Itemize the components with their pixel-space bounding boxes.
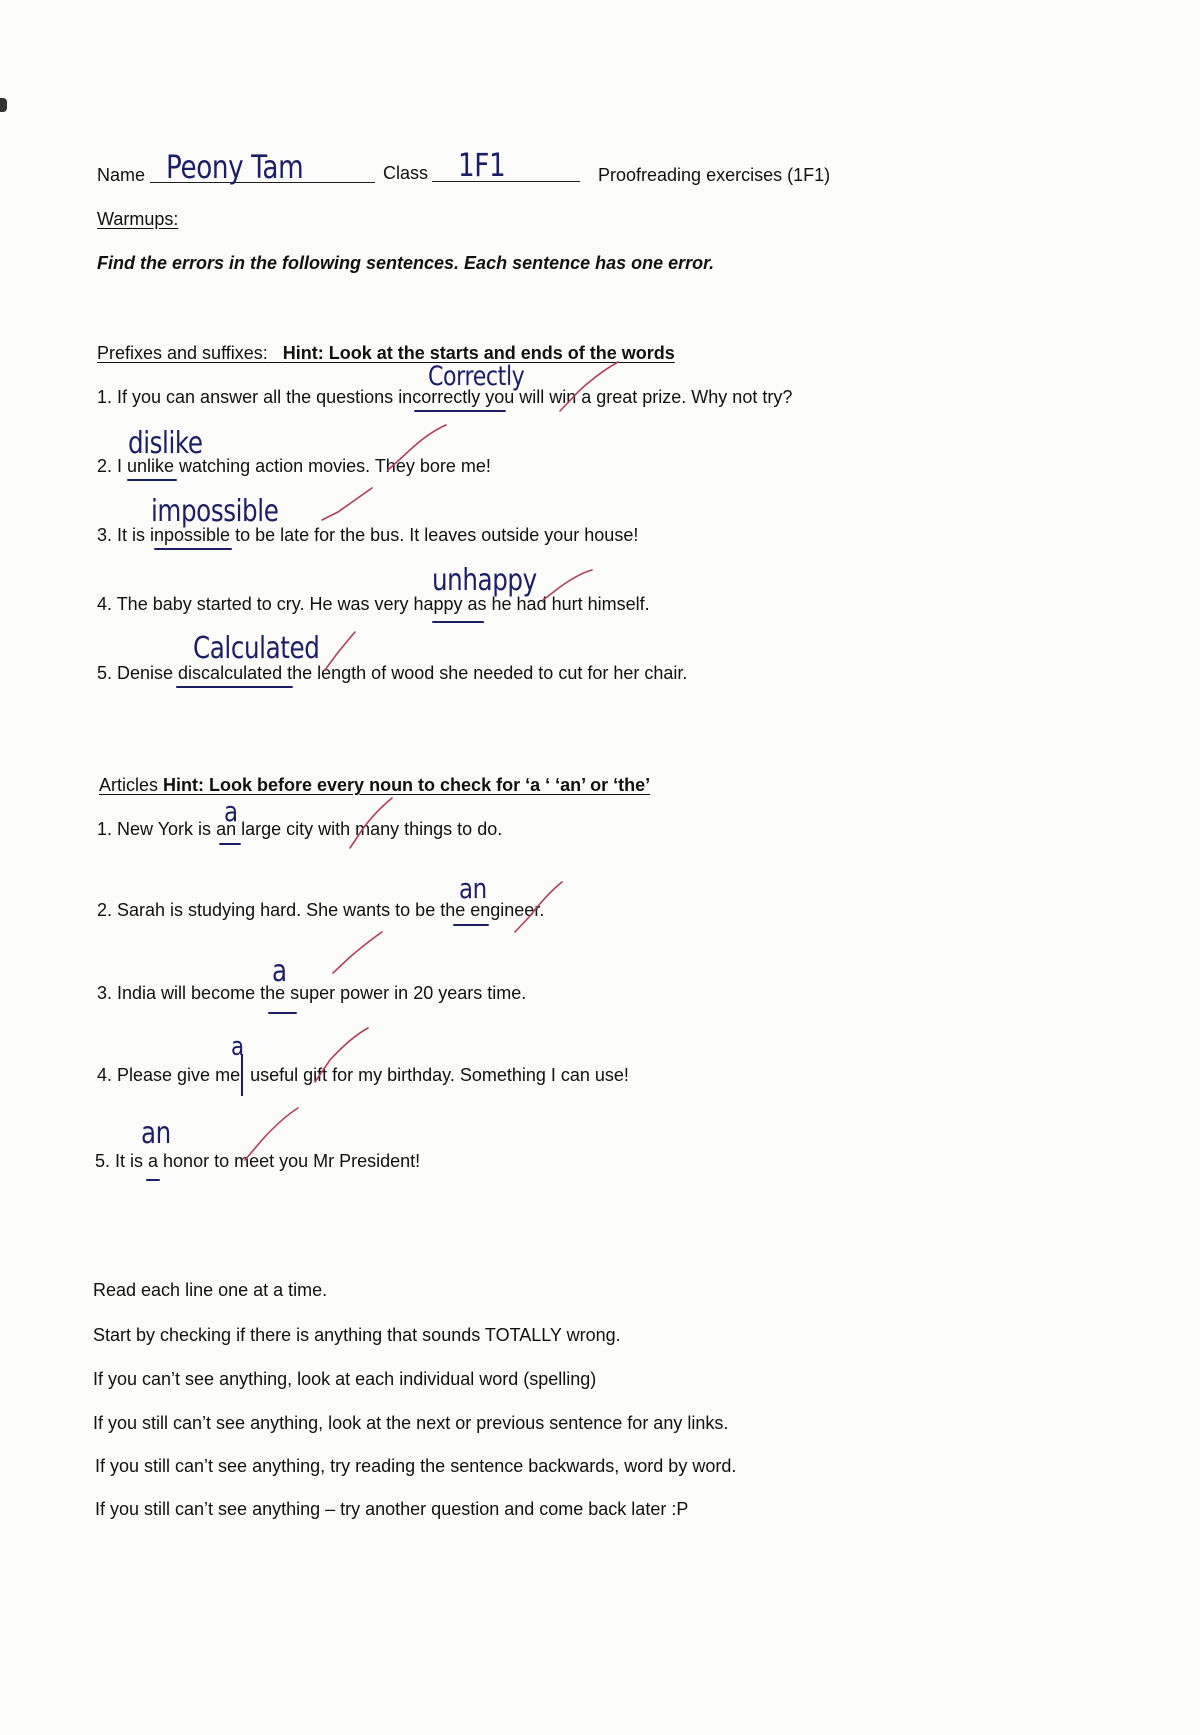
handwritten-correction: unhappy: [432, 563, 537, 598]
handwritten-correction: Correctly: [428, 361, 525, 392]
handwritten-correction: impossible: [151, 494, 279, 529]
prefix-question-5: 5. Denise discalculated the length of wood she needed to cut for her chair.: [97, 663, 688, 683]
error-word: discalculated: [178, 663, 283, 683]
tip-line: Read each line one at a time.: [93, 1280, 328, 1300]
correction-underline: [268, 1012, 297, 1014]
correction-underline: [414, 410, 506, 412]
error-word: an: [216, 819, 237, 839]
error-word: inpossible: [150, 525, 231, 545]
scan-edge-mark: [0, 98, 7, 112]
correction-underline: [127, 479, 177, 481]
correction-underline: [154, 548, 232, 550]
correction-underline: [453, 924, 489, 926]
handwritten-correction: a: [224, 795, 238, 828]
handwritten-correction: dislike: [128, 426, 203, 461]
tip-line: Start by checking if there is anything that sounds TOTALLY wrong.: [93, 1325, 621, 1345]
worksheet-title: Proofreading exercises (1F1): [598, 165, 831, 185]
handwritten-correction: a: [272, 954, 287, 989]
warmups-instruction: Find the errors in the following sentences. Each sentence has one error.: [97, 253, 715, 273]
error-word: happy: [413, 594, 463, 614]
articles-heading-label: Articles: [99, 775, 159, 795]
tip-line: If you can’t see anything, look at each individual word (spelling): [93, 1369, 597, 1389]
article-question-1: 1. New York is an large city with many things to do.: [97, 819, 503, 839]
handwritten-correction: an: [141, 1116, 171, 1151]
prefix-question-4: 4. The baby started to cry. He was very happy as he had hurt himself.: [97, 594, 650, 614]
article-question-4: 4. Please give me useful gift for my birthday. Something I can use!: [97, 1065, 629, 1085]
article-question-5: 5. It is a honor to meet you Mr President!: [95, 1151, 421, 1171]
error-word: incorrectly: [398, 387, 481, 407]
prefixes-heading: [97, 343, 675, 364]
articles-heading-hint: Hint: Look before every noun to check for ‘a ‘ ‘an’ or ‘the’: [163, 775, 651, 795]
name-label: Name: [97, 165, 146, 185]
tip-line: If you still can’t see anything, try reading the sentence backwards, word by word.: [95, 1456, 737, 1476]
tick-mark: [322, 488, 372, 520]
warmups-heading: Warmups:: [97, 209, 179, 229]
handwritten-correction: a: [231, 1032, 244, 1062]
error-word: a: [148, 1151, 159, 1171]
prefixes-heading-label: Prefixes and suffixes:: [97, 343, 268, 363]
correction-underline: [432, 621, 484, 623]
class-blank-line: [432, 181, 580, 182]
handwritten-correction: an: [459, 872, 487, 905]
article-question-2: 2. Sarah is studying hard. She wants to be the engineer.: [97, 900, 545, 920]
correction-underline: [219, 843, 241, 845]
prefix-question-1: 1. If you can answer all the questions incorrectly you will win a great prize. Why not try?: [97, 387, 793, 407]
class-label: Class: [383, 163, 429, 183]
articles-heading: [99, 775, 650, 796]
tip-line: If you still can’t see anything, look at the next or previous sentence for any links.: [93, 1413, 729, 1433]
prefix-question-3: 3. It is inpossible to be late for the bus. It leaves outside your house!: [97, 525, 639, 545]
tip-line: If you still can’t see anything – try another question and come back later :P: [95, 1499, 689, 1519]
prefixes-heading-hint: Hint: Look at the starts and ends of the words: [282, 343, 675, 363]
tick-mark: [333, 932, 382, 973]
error-word: unlike: [127, 456, 175, 476]
correction-underline: [176, 686, 293, 688]
error-word: the: [440, 900, 466, 920]
article-question-3: 3. India will become the super power in 20 years time.: [97, 983, 527, 1003]
handwritten-name: Peony Tam: [166, 148, 304, 186]
handwritten-class: 1F1: [458, 146, 506, 184]
correction-underline: [146, 1179, 160, 1181]
prefix-question-2: 2. I unlike watching action movies. They bore me!: [97, 456, 491, 476]
handwritten-correction: Calculated: [193, 631, 320, 666]
error-word: the: [260, 983, 286, 1003]
